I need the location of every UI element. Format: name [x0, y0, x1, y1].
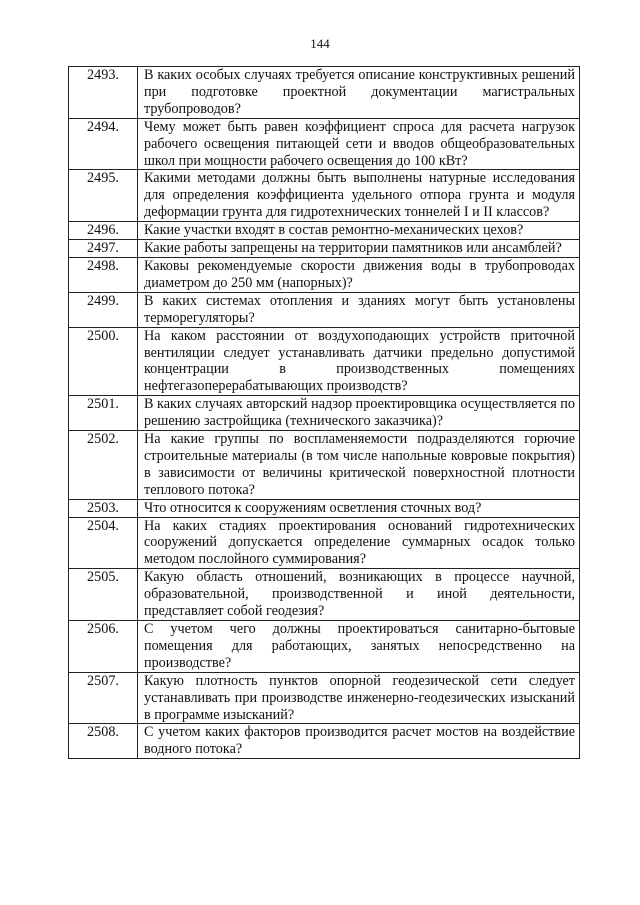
question-number: 2493.: [69, 67, 138, 119]
questions-table: [68, 66, 580, 759]
table-row: [69, 431, 580, 500]
table-row: [69, 118, 580, 170]
page-number: 144: [310, 36, 330, 51]
questions-table-body: [69, 67, 580, 759]
question-number: 2507.: [69, 672, 138, 724]
table-row: [69, 67, 580, 119]
question-text: Какие участки входят в состав ремонтно-механических цехов?: [138, 222, 580, 240]
question-text: Какую плотность пунктов опорной геодезической сети следует устанавливать при производстве инженерно-геодезических изысканий в программе изысканий?: [138, 672, 580, 724]
question-text: На какие группы по воспламеняемости подразделяются горючие строительные материалы (в том числе напольные ковровые покрытия) в зависимости от величины критической поверхностной плотности теплового потока?: [138, 431, 580, 500]
question-number: 2504.: [69, 517, 138, 569]
question-number: 2494.: [69, 118, 138, 170]
question-number: 2496.: [69, 222, 138, 240]
question-number: 2497.: [69, 240, 138, 258]
question-text: В каких особых случаях требуется описание конструктивных решений при подготовке проектной документации магистральных трубопроводов?: [138, 67, 580, 119]
question-number: 2508.: [69, 724, 138, 759]
question-number: 2498.: [69, 257, 138, 292]
question-text: Какими методами должны быть выполнены натурные исследования для определения коэффициента удельного отпора грунта и модуля деформации грунта для гидротехнических тоннелей I и II классов?: [138, 170, 580, 222]
table-row: [69, 499, 580, 517]
question-number: 2502.: [69, 431, 138, 500]
question-text: В каких случаях авторский надзор проектировщика осуществляется по решению застройщика (технического заказчика)?: [138, 396, 580, 431]
question-text: На каком расстоянии от воздухоподающих устройств приточной вентиляции следует устанавливать датчики предельно допустимой концентрации в производственных помещениях нефтегазоперерабатывающих производств?: [138, 327, 580, 396]
question-text: Какую область отношений, возникающих в процессе научной, образовательной, производственной и иной деятельности, представляет собой геодезия?: [138, 569, 580, 621]
question-text: Чему может быть равен коэффициент спроса для расчета нагрузок рабочего освещения питающей сети и вводов общеобразовательных школ при мощности рабочего освещения до 100 кВт?: [138, 118, 580, 170]
question-number: 2503.: [69, 499, 138, 517]
table-row: [69, 257, 580, 292]
table-row: [69, 621, 580, 673]
table-row: [69, 517, 580, 569]
table-row: [69, 327, 580, 396]
question-text: На каких стадиях проектирования оснований гидротехнических сооружений допускается определение суммарных осадок только методом послойного суммирования?: [138, 517, 580, 569]
question-number: 2506.: [69, 621, 138, 673]
question-text: С учетом чего должны проектироваться санитарно-бытовые помещения для работающих, занятых непосредственно на производстве?: [138, 621, 580, 673]
table-row: [69, 569, 580, 621]
question-text: В каких системах отопления и зданиях могут быть установлены терморегуляторы?: [138, 292, 580, 327]
table-row: [69, 724, 580, 759]
table-row: [69, 672, 580, 724]
table-row: [69, 170, 580, 222]
question-text: Каковы рекомендуемые скорости движения воды в трубопроводах диаметром до 250 мм (напорных)?: [138, 257, 580, 292]
question-number: 2500.: [69, 327, 138, 396]
table-row: [69, 222, 580, 240]
question-text: Что относится к сооружениям осветления сточных вод?: [138, 499, 580, 517]
question-number: 2501.: [69, 396, 138, 431]
table-row: [69, 292, 580, 327]
question-text: Какие работы запрещены на территории памятников или ансамблей?: [138, 240, 580, 258]
question-text: С учетом каких факторов производится расчет мостов на воздействие водного потока?: [138, 724, 580, 759]
table-row: [69, 240, 580, 258]
table-row: [69, 396, 580, 431]
question-number: 2505.: [69, 569, 138, 621]
question-number: 2499.: [69, 292, 138, 327]
question-number: 2495.: [69, 170, 138, 222]
